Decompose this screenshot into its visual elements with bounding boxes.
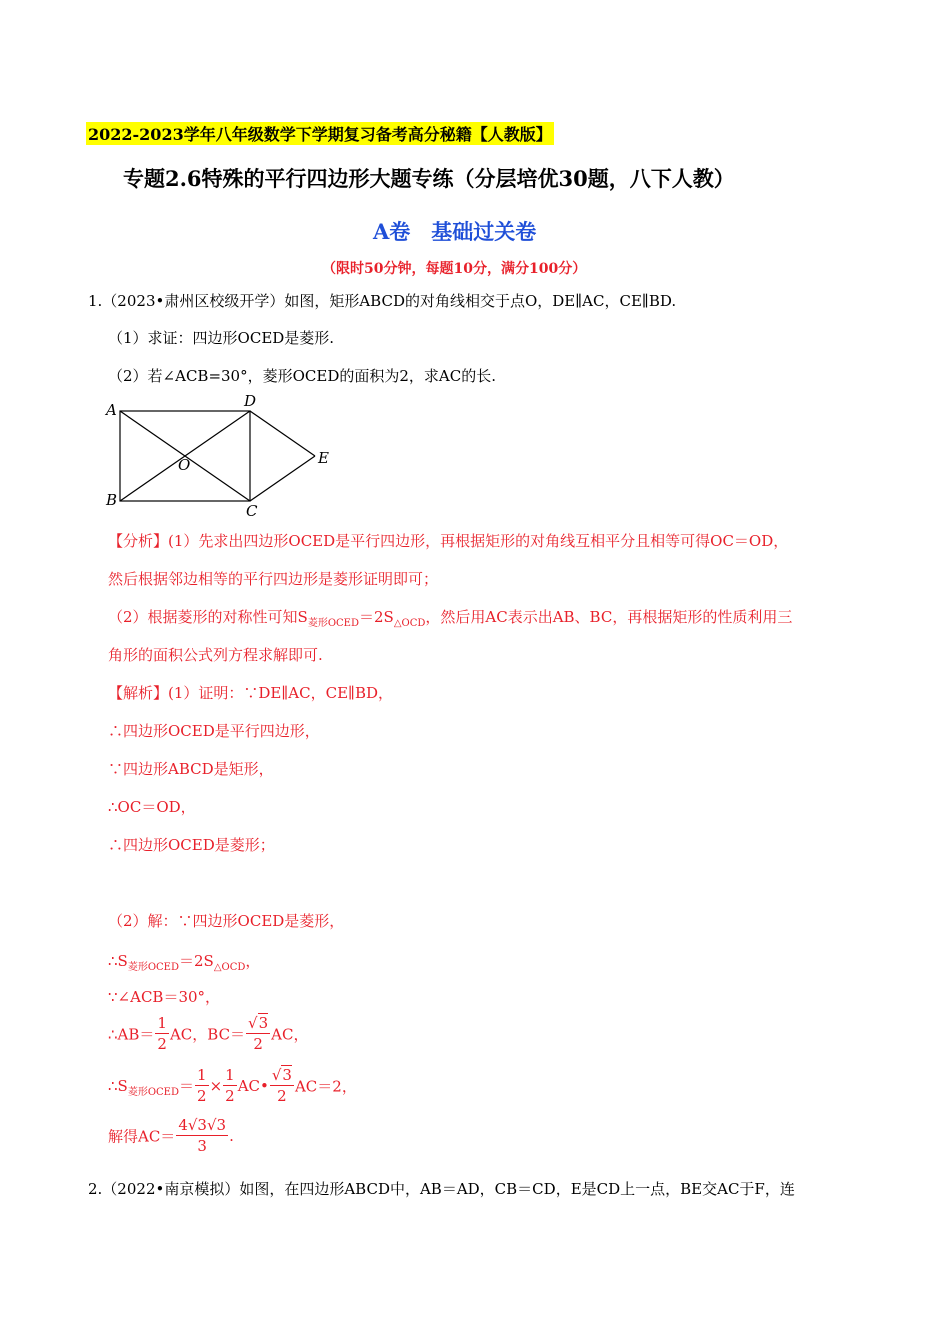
- analysis-line-2: 然后根据邻边相等的平行四边形是菱形证明即可；: [108, 570, 439, 588]
- analysis-line-3: （2）根据菱形的对称性可知$S_{菱形OCED}=2S_{\triangle OCD}$，然后用AC表示出AB、BC，再根据矩形的性质利用三: [108, 608, 793, 629]
- question-1-stem: 1.（2023•肃州区校级开学）如图，矩形ABCD的对角线相交于点O，DE∥AC，CE∥BD.: [88, 292, 677, 310]
- analysis-line-1: 【分析】(1）先求出四边形OCED是平行四边形，再根据矩形的对角线互相平分且相等可得OC＝OD，: [108, 532, 789, 550]
- rectangle-rhombus-figure: [100, 392, 340, 520]
- question-1-part-2: （2）若∠ACB=30°，菱形OCED的面积为2，求AC的长.: [108, 367, 496, 385]
- label-c: C: [246, 502, 258, 520]
- label-a: A: [106, 401, 117, 419]
- solution-line-10: $\therefore S_{菱形OCED}=$ $\frac{1}{2}$ × $\frac{1}{2}$ AC• $\frac{√3}{2}$ AC＝2，: [108, 1066, 357, 1105]
- analysis-line-4: 角形的面积公式列方程求解即可.: [108, 646, 323, 664]
- solution-line-7: $\therefore S_{菱形OCED}=2S_{\triangle OCD}$，: [108, 952, 261, 973]
- fraction-one-half-b: $\frac{1}{2}$: [225, 1066, 235, 1105]
- solution-line-11: 解得AC＝ $\frac{4√3√3}{3}$ .: [108, 1116, 234, 1155]
- label-b: B: [106, 491, 118, 509]
- solution-line-6: （2）解：∵四边形OCED是菱形，: [108, 912, 345, 930]
- page-title: 专题2.6特殊的平行四边形大题专练（分层培优30题，八下人教）: [123, 166, 735, 191]
- time-limit-note: （限时50分钟，每题10分，满分100分）: [322, 261, 587, 277]
- fraction-root3-half-b: $\frac{√3}{2}$: [271, 1066, 292, 1105]
- fraction-one-half-a: $\frac{1}{2}$: [197, 1066, 207, 1105]
- label-d: D: [244, 392, 257, 410]
- segment-de: [250, 411, 315, 456]
- solution-line-3: ∵四边形ABCD是矩形，: [108, 760, 274, 778]
- solution-line-1: 【解析】(1）证明：∵DE∥AC，CE∥BD，: [108, 684, 394, 702]
- solution-line-5: ∴四边形OCED是菱形；: [108, 836, 275, 854]
- fraction-one-half: $\frac{1}{2}$: [157, 1014, 167, 1053]
- solution-line-4: ∴OC＝OD，: [108, 798, 196, 816]
- fraction-answer: $\frac{4√3√3}{3}$: [178, 1116, 227, 1155]
- question-1-part-1: （1）求证：四边形OCED是菱形.: [108, 329, 335, 347]
- series-banner: 2022-2023学年八年级数学下学期复习备考高分秘籍【人教版】: [86, 122, 554, 145]
- solution-line-8: ∵∠ACB＝30°，: [108, 988, 221, 1006]
- fraction-root3-half: $\frac{√3}{2}$: [248, 1014, 269, 1053]
- label-e: E: [318, 449, 329, 467]
- solution-line-2: ∴四边形OCED是平行四边形，: [108, 722, 320, 740]
- label-o: O: [178, 456, 191, 474]
- solution-line-9: ∴AB＝ $\frac{1}{2}$ AC，BC＝ $\frac{√3}{2}$ AC，: [108, 1014, 309, 1053]
- segment-ce: [250, 456, 315, 501]
- section-title: A卷 基础过关卷: [373, 219, 537, 244]
- question-2-stem: 2.（2022•南京模拟）如图，在四边形ABCD中，AB＝AD，CB＝CD，E是CD上一点，BE交AC于F，连: [88, 1180, 795, 1198]
